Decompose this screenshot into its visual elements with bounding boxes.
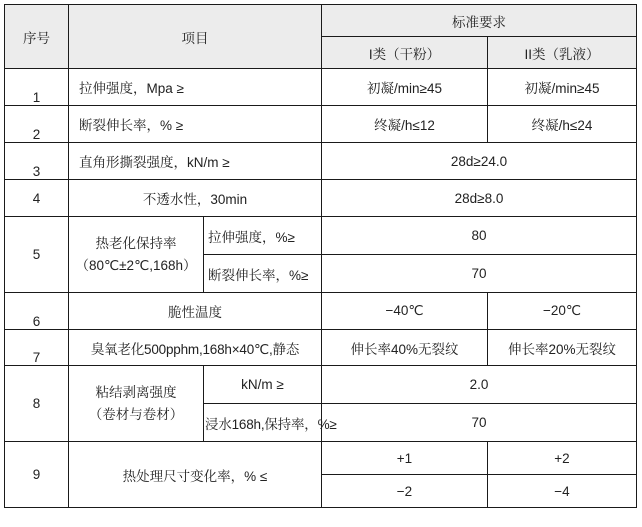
row-seq: 7	[5, 330, 69, 366]
row-type2: 初凝/min≥45	[488, 69, 637, 106]
row-seq: 4	[5, 180, 69, 217]
table-row	[5, 442, 637, 475]
row-sub-value: 70	[322, 255, 637, 293]
row-type2: −4	[488, 475, 637, 508]
header-item: 项目	[69, 5, 322, 69]
table-row	[5, 143, 637, 180]
table-row	[5, 366, 637, 404]
row-sub-value: 70	[322, 404, 637, 442]
row-type1: +1	[322, 442, 488, 475]
row-seq: 6	[5, 293, 69, 330]
row-item: 拉伸强度，Mpa ≥	[69, 69, 322, 106]
row-item	[69, 366, 204, 442]
row-item-line1: 粘结剥离强度	[95, 384, 177, 400]
row-sub-label: 拉伸强度，%≥	[204, 217, 322, 255]
table-row	[5, 330, 637, 366]
row-type1: 伸长率40%无裂纹	[322, 330, 488, 366]
row-seq: 5	[5, 217, 69, 293]
row-type1: 终凝/h≤12	[322, 106, 488, 143]
row-sub-label: 浸水168h,保持率，%≥	[204, 404, 322, 442]
row-type2: 伸长率20%无裂纹	[488, 330, 637, 366]
row-value: 28d≥8.0	[322, 180, 637, 217]
row-item: 脆性温度	[69, 293, 322, 330]
row-item-line1: 热老化保持率	[95, 235, 177, 251]
row-value: 28d≥24.0	[322, 143, 637, 180]
table-row	[5, 217, 637, 255]
header-type2: II类（乳液）	[488, 37, 637, 69]
header-seq: 序号	[5, 5, 69, 69]
header-requirement: 标准要求	[322, 5, 637, 37]
row-type2: −20℃	[488, 293, 637, 330]
row-type1: −2	[322, 475, 488, 508]
table-row	[5, 293, 637, 330]
row-seq: 9	[5, 442, 69, 508]
row-sub-value: 2.0	[322, 366, 637, 404]
header-type1: I类（干粉）	[322, 37, 488, 69]
row-item-line2: （卷材与卷材）	[88, 406, 184, 422]
row-seq: 1	[5, 69, 69, 106]
row-seq: 2	[5, 106, 69, 143]
header-row-1	[5, 5, 637, 37]
row-item: 断裂伸长率，% ≥	[69, 106, 322, 143]
row-item-line2: （80℃±2℃,168h）	[75, 257, 197, 273]
row-item: 臭氧老化500pphm,168h×40℃,静态	[69, 330, 322, 366]
row-type1: −40℃	[322, 293, 488, 330]
row-item: 不透水性，30min	[69, 180, 322, 217]
table-row	[5, 106, 637, 143]
spec-table	[4, 4, 637, 508]
row-seq: 3	[5, 143, 69, 180]
row-sub-label: kN/m ≥	[204, 366, 322, 404]
table-row	[5, 69, 637, 106]
table-row	[5, 180, 637, 217]
row-item: 热处理尺寸变化率，% ≤	[69, 442, 322, 508]
row-item	[69, 217, 204, 293]
row-type1: 初凝/min≥45	[322, 69, 488, 106]
row-seq: 8	[5, 366, 69, 442]
row-sub-label: 断裂伸长率，%≥	[204, 255, 322, 293]
row-item: 直角形撕裂强度，kN/m ≥	[69, 143, 322, 180]
row-sub-value: 80	[322, 217, 637, 255]
row-type2: +2	[488, 442, 637, 475]
row-type2: 终凝/h≤24	[488, 106, 637, 143]
